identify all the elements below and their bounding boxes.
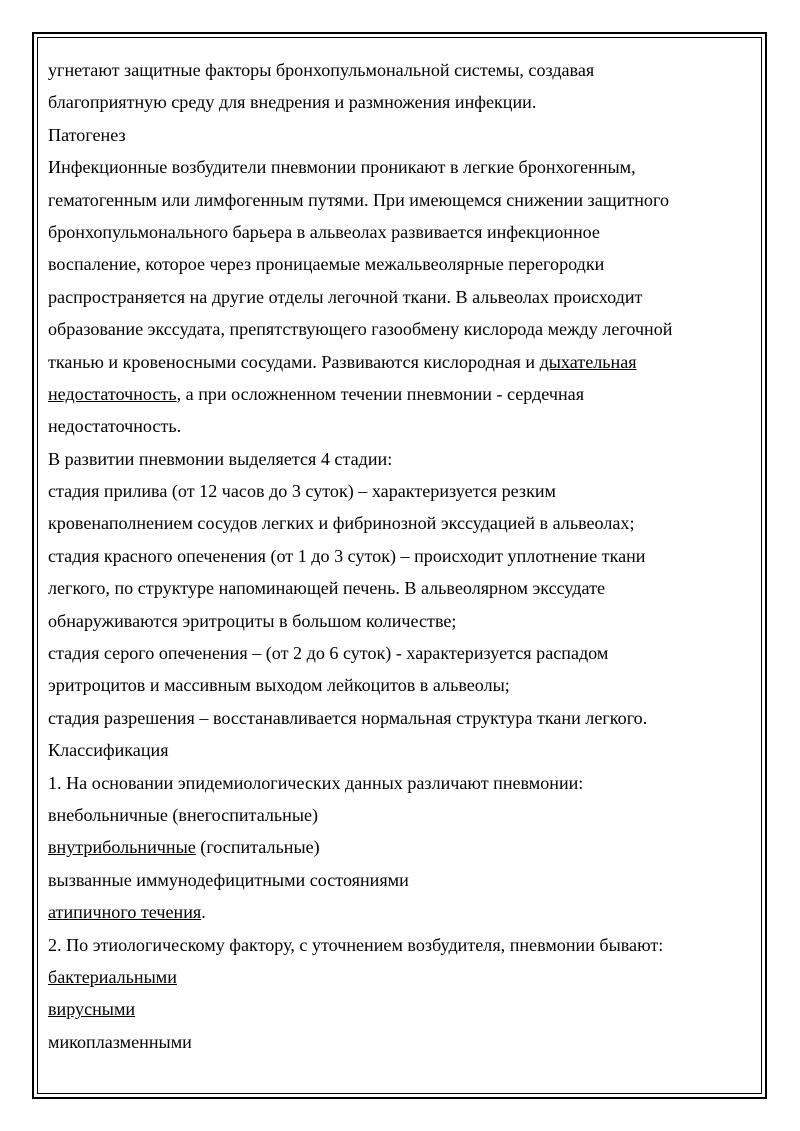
text-line bbox=[48, 993, 748, 1025]
text-segment: воспаление, которое через проницаемые межальвеолярные перегородки bbox=[48, 254, 605, 275]
underlined-term: бактериальными bbox=[48, 966, 177, 987]
text-segment: стадия разрешения – восстанавливается нормальная структура ткани легкого. bbox=[48, 707, 648, 728]
text-line bbox=[48, 313, 748, 345]
text-segment: легкого, по структуре напоминающей печень. В альвеолярном экссудате bbox=[48, 578, 606, 599]
text-segment: тканью и кровеносными сосудами. Развиваются кислородная и bbox=[48, 351, 540, 372]
text-segment: гематогенным или лимфогенным путями. При имеющемся снижении защитного bbox=[48, 189, 669, 210]
text-line bbox=[48, 410, 748, 442]
text-line bbox=[48, 669, 748, 701]
text-line bbox=[48, 896, 748, 928]
text-segment: эритроцитов и массивным выходом лейкоцитов в альвеолы; bbox=[48, 675, 510, 696]
text-line bbox=[48, 1026, 748, 1058]
text-segment: недостаточность. bbox=[48, 416, 182, 437]
text-line bbox=[48, 864, 748, 896]
text-line bbox=[48, 734, 748, 766]
text-line bbox=[48, 151, 748, 183]
text-line bbox=[48, 929, 748, 961]
document-body bbox=[48, 54, 748, 1058]
text-segment: . bbox=[201, 902, 206, 923]
text-segment: кровенаполнением сосудов легких и фибринозной экссудацией в альвеолах; bbox=[48, 513, 635, 534]
text-line bbox=[48, 961, 748, 993]
text-segment: образование экссудата, препятствующего газообмену кислорода между легочной bbox=[48, 319, 673, 340]
text-segment: распространяется на другие отделы легочной ткани. В альвеолах происходит bbox=[48, 286, 643, 307]
text-line bbox=[48, 54, 748, 86]
text-segment: микоплазменными bbox=[48, 1031, 192, 1052]
text-segment: В развитии пневмонии выделяется 4 стадии: bbox=[48, 448, 393, 469]
text-line bbox=[48, 443, 748, 475]
text-line bbox=[48, 86, 748, 118]
text-segment: вызванные иммунодефицитными состояниями bbox=[48, 869, 409, 890]
text-segment: Классификация bbox=[48, 740, 169, 761]
text-segment: стадия прилива (от 12 часов до 3 суток) – характеризуется резким bbox=[48, 481, 556, 502]
underlined-term: вирусными bbox=[48, 999, 136, 1020]
text-line bbox=[48, 378, 748, 410]
text-segment: 1. На основании эпидемиологических данных различают пневмонии: bbox=[48, 772, 584, 793]
text-segment: угнетают защитные факторы бронхопульмональной системы, создавая bbox=[48, 60, 595, 80]
text-line bbox=[48, 831, 748, 863]
underlined-term: дыхательная bbox=[539, 351, 637, 372]
underlined-term: недостаточность bbox=[48, 383, 177, 404]
text-segment: , а при осложненном течении пневмонии - сердечная bbox=[176, 383, 585, 404]
text-line bbox=[48, 507, 748, 539]
text-segment: бронхопульмонального барьера в альвеолах развивается инфекционное bbox=[48, 221, 600, 242]
text-line bbox=[48, 248, 748, 280]
text-line bbox=[48, 572, 748, 604]
text-segment: внебольничные (внегоспитальные) bbox=[48, 804, 319, 825]
text-line bbox=[48, 702, 748, 734]
text-line bbox=[48, 184, 748, 216]
underlined-term: внутрибольничные bbox=[48, 837, 196, 858]
text-line bbox=[48, 281, 748, 313]
text-segment: обнаруживаются эритроциты в большом количестве; bbox=[48, 610, 457, 631]
text-line bbox=[48, 216, 748, 248]
text-segment: 2. По этиологическому фактору, с уточнением возбудителя, пневмонии бывают: bbox=[48, 934, 664, 955]
text-segment: Патогенез bbox=[48, 124, 126, 145]
text-line bbox=[48, 799, 748, 831]
text-line bbox=[48, 605, 748, 637]
text-line bbox=[48, 637, 748, 669]
text-segment: Инфекционные возбудители пневмонии проникают в легкие бронхогенным, bbox=[48, 157, 636, 178]
text-line bbox=[48, 346, 748, 378]
text-segment: благоприятную среду для внедрения и размножения инфекции. bbox=[48, 92, 537, 113]
text-segment: стадия серого опеченения – (от 2 до 6 суток) - характеризуется распадом bbox=[48, 643, 609, 664]
underlined-term: атипичного течения bbox=[48, 902, 202, 923]
text-segment: стадия красного опеченения (от 1 до 3 суток) – происходит уплотнение ткани bbox=[48, 545, 646, 566]
text-segment: (госпитальные) bbox=[195, 837, 320, 858]
text-line bbox=[48, 540, 748, 572]
text-line bbox=[48, 475, 748, 507]
text-line bbox=[48, 767, 748, 799]
text-line bbox=[48, 119, 748, 151]
